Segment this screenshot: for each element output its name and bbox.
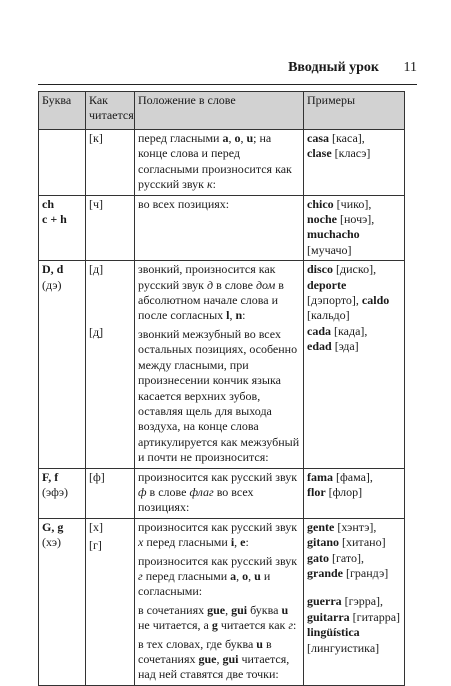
text-run: в слове: [213, 277, 256, 292]
position-rule: [138, 197, 300, 212]
text-run: i: [230, 535, 235, 550]
text-run: gente: [307, 519, 335, 534]
text-run: [класэ]: [331, 146, 371, 161]
text-run: в тех словах, где буква: [138, 636, 257, 651]
text-run: [мучачо]: [307, 242, 352, 257]
text-run: во всех позициях:: [138, 196, 230, 211]
text-run: u: [254, 568, 261, 583]
text-run: в абсолютном начале слова и после согласных: [138, 277, 284, 323]
text-run: o: [242, 568, 249, 583]
position-rule: [138, 554, 300, 600]
text-run: noche: [307, 212, 337, 227]
text-run: в слове: [146, 484, 190, 499]
examples-cell: [304, 261, 405, 468]
reading-value: [х]: [89, 519, 103, 534]
text-run: [каса],: [329, 131, 365, 145]
text-run: в сочетаниях: [138, 602, 208, 617]
text-run: gui: [231, 602, 248, 617]
text-run: e: [240, 535, 246, 550]
position-cell: [135, 518, 304, 685]
header-rule: [38, 84, 417, 85]
text-run: [хэнтэ],: [334, 519, 377, 534]
position-rule: [138, 262, 300, 324]
table-row: [39, 468, 405, 518]
position-rule: [138, 131, 300, 193]
text-run: перед гласными: [142, 568, 231, 583]
text-run: ,: [216, 652, 223, 666]
reading-value: [г]: [89, 538, 102, 553]
text-run: [када],: [331, 323, 368, 338]
text-run: (дэ): [42, 277, 62, 292]
table-row: [39, 195, 405, 261]
reading-cell: [86, 130, 135, 196]
text-run: [чико],: [333, 196, 372, 211]
text-run: ch: [42, 196, 54, 211]
text-run: ,: [228, 131, 235, 145]
text-run: [лингуистика]: [307, 640, 380, 655]
text-run: caldo: [361, 293, 390, 308]
text-run: д: [207, 277, 214, 292]
text-run: edad: [307, 339, 332, 354]
text-run: ф: [138, 484, 147, 499]
text-run: gui: [222, 652, 239, 666]
text-run: gitano: [307, 535, 340, 550]
text-run: перед гласными: [143, 535, 231, 550]
table-body: [39, 130, 405, 686]
pronunciation-table: [38, 91, 405, 686]
text-run: х: [138, 535, 144, 550]
table-row: [39, 518, 405, 685]
text-run: в сочетаниях: [138, 636, 272, 666]
text-run: grande: [307, 565, 343, 580]
text-run: muchacho: [307, 227, 360, 242]
position-rule: [138, 520, 300, 551]
text-run: (хэ): [42, 535, 61, 550]
text-run: [ночэ],: [337, 212, 375, 227]
text-run: читается как: [217, 618, 289, 633]
text-run: :: [293, 618, 297, 633]
table-header-row: [39, 92, 405, 130]
text-run: (эфэ): [42, 484, 68, 499]
text-run: флаг: [189, 484, 214, 499]
position-rule: [138, 470, 300, 516]
text-run: произносится как русский звук: [138, 469, 298, 484]
text-run: gato: [307, 550, 329, 565]
text-run: casa: [307, 131, 329, 145]
text-run: перед гласными: [138, 131, 223, 145]
text-run: ; на конце слова и перед согласными произносится как русский звук: [138, 131, 292, 192]
reading-value: [ф]: [89, 469, 105, 484]
reading-value: [д]: [89, 262, 104, 277]
text-run: ,: [248, 568, 255, 583]
text-run: [диско],: [333, 262, 377, 277]
text-run: :: [212, 177, 216, 192]
text-run: :: [245, 535, 249, 550]
text-run: [гитарра]: [349, 609, 401, 624]
reading-cell: [86, 261, 135, 468]
position-cell: [135, 468, 304, 518]
text-run: г: [288, 618, 294, 633]
text-run: [гэрра],: [341, 594, 384, 609]
reading-value: [ч]: [89, 196, 104, 211]
text-run: ,: [240, 131, 247, 145]
text-run: c + h: [42, 212, 67, 227]
text-run: o: [234, 131, 241, 145]
text-run: gue: [207, 602, 226, 617]
reading-value: [д̱]: [89, 324, 104, 339]
text-run: gue: [198, 652, 217, 666]
text-run: a: [230, 568, 237, 583]
col-header-examples: Примеры: [304, 92, 405, 130]
text-run: lingüística: [307, 625, 360, 640]
text-run: звонкий межзубный во всех остальных позициях, особенно между гласными, при произнесении кончик языка касается верхних зубов, оставляя щель для выхода воздуха, на конце слова артикулируется как межзубный и почти не произносится:: [138, 326, 300, 465]
letter-cell: [39, 130, 86, 196]
text-run: l: [226, 308, 230, 323]
text-run: [дэпорто],: [307, 293, 362, 308]
text-run: g: [211, 618, 218, 633]
reading-cell: [86, 518, 135, 685]
text-run: disco: [307, 262, 334, 277]
letter-cell: [39, 261, 86, 468]
letter-cell: [39, 518, 86, 685]
page-number: 11: [403, 60, 417, 75]
text-run: chico: [307, 196, 334, 211]
text-run: во всех позициях:: [138, 484, 254, 515]
text-run: [флор]: [325, 484, 363, 499]
examples-cell: [304, 518, 405, 685]
examples-cell: [304, 468, 405, 518]
chapter-title: Вводный урок: [288, 60, 379, 75]
text-run: cada: [307, 323, 331, 338]
text-run: [хитано]: [339, 535, 386, 550]
text-run: буква: [247, 602, 282, 617]
position-cell: [135, 195, 304, 261]
text-run: [эда]: [331, 339, 359, 354]
position-rule: [138, 637, 300, 683]
text-run: clase: [307, 146, 332, 161]
text-run: n: [235, 308, 243, 323]
position-rule: [138, 603, 300, 634]
text-run: u: [246, 131, 254, 145]
position-rule: [138, 327, 300, 466]
text-run: ,: [225, 602, 232, 617]
text-run: F, f: [42, 469, 59, 484]
text-run: не читается, а: [138, 618, 212, 633]
text-run: flor: [307, 484, 326, 499]
reading-cell: [86, 468, 135, 518]
text-run: [кальдо]: [307, 308, 350, 323]
text-run: fama: [307, 469, 333, 484]
text-run: :: [242, 308, 246, 323]
letter-cell: [39, 468, 86, 518]
text-run: [фама],: [333, 469, 373, 484]
text-run: D, d: [42, 262, 64, 277]
running-head: [38, 60, 417, 82]
table-row: [39, 130, 405, 196]
reading-cell: [86, 195, 135, 261]
text-run: дом: [255, 277, 276, 292]
text-run: звонкий, произносится как русский звук: [138, 262, 276, 292]
text-run: произносится как русский звук: [138, 553, 298, 568]
text-run: читается, над ней ставятся две точки:: [138, 652, 290, 682]
text-run: ,: [236, 568, 243, 583]
letter-cell: [39, 195, 86, 261]
text-run: a: [222, 131, 229, 145]
text-run: произносится как русский звук: [138, 519, 298, 534]
text-run: [гато],: [329, 550, 365, 565]
col-header-letter: Буква: [39, 92, 86, 130]
text-run: guitarra: [307, 609, 350, 624]
table-row: [39, 261, 405, 468]
position-cell: [135, 261, 304, 468]
text-run: ,: [234, 535, 241, 550]
text-run: ,: [229, 308, 236, 323]
reading-value: [к]: [89, 131, 103, 145]
text-run: G, g: [42, 519, 64, 534]
text-run: u: [256, 636, 263, 651]
text-run: [грандэ]: [343, 565, 389, 580]
text-run: г: [138, 568, 143, 583]
text-run: guerra: [307, 594, 342, 609]
col-header-reading: Как читается: [86, 92, 135, 130]
text-run: deporte: [307, 277, 347, 292]
col-header-position: Положение в слове: [135, 92, 304, 130]
text-run: u: [281, 602, 289, 617]
text-run: к: [207, 177, 213, 192]
text-run: и согласными:: [138, 568, 271, 599]
position-cell: [135, 130, 304, 196]
examples-cell: [304, 195, 405, 261]
examples-cell: [304, 130, 405, 196]
